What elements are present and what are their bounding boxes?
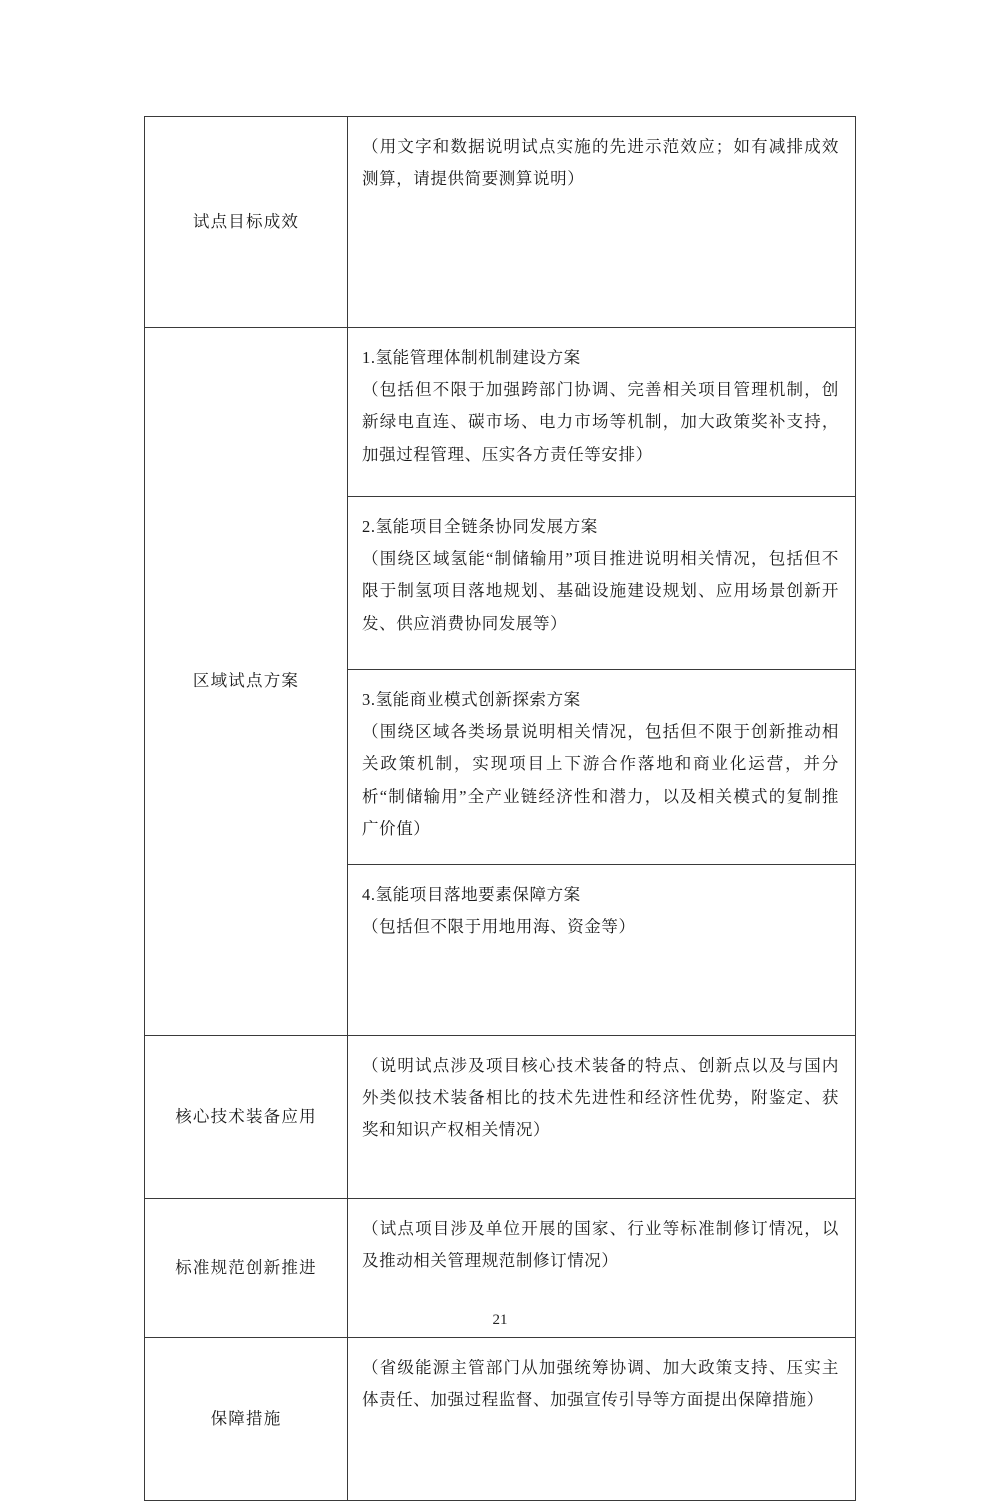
row-content-cell [348, 1036, 856, 1199]
row-label-text: 核心技术装备应用 [175, 1106, 317, 1126]
paragraph-heading: 4.氢能项目落地要素保障方案 [362, 885, 581, 904]
row-label-text: 试点目标成效 [192, 211, 300, 231]
row-content-cell [348, 865, 856, 1036]
row-label-cell [145, 1338, 348, 1501]
row-label-cell [145, 1036, 348, 1199]
paragraph-heading: 2.氢能项目全链条协同发展方案 [362, 517, 598, 536]
paragraph: （说明试点涉及项目核心技术装备的特点、创新点以及与国内外类似技术装备相比的技术先进性和经济性优势，附鉴定、获奖和知识产权相关情况） [362, 1056, 839, 1140]
paragraph-heading: 1.氢能管理体制机制建设方案 [362, 348, 581, 367]
paragraph: （省级能源主管部门从加强统筹协调、加大政策支持、压实主体责任、加强过程监督、加强宣传引导等方面提出保障措施） [362, 1358, 839, 1410]
paragraph: （围绕区域各类场景说明相关情况，包括但不限于创新推动相关政策机制，实现项目上下游合作落地和商业化运营，并分析“制储输用”全产业链经济性和潜力，以及相关模式的复制推广价值） [362, 722, 839, 838]
paragraph: （试点项目涉及单位开展的国家、行业等标准制修订情况，以及推动相关管理规范制修订情况） [362, 1219, 839, 1271]
paragraph: （包括但不限于加强跨部门协调、完善相关项目管理机制，创新绿电直连、碳市场、电力市场等机制，加大政策奖补支持，加强过程管理、压实各方责任等安排） [362, 380, 839, 464]
table-row [145, 117, 856, 328]
row-label-cell [145, 117, 348, 328]
row-content-cell [348, 328, 856, 497]
row-content-cell [348, 117, 856, 328]
table-row [145, 1036, 856, 1199]
paragraph: （用文字和数据说明试点实施的先进示范效应；如有减排成效测算，请提供简要测算说明） [362, 137, 839, 189]
row-label-text: 标准规范创新推进 [175, 1257, 317, 1277]
row-content-cell [348, 497, 856, 670]
row-content-cell [348, 670, 856, 865]
table-row [145, 328, 856, 497]
paragraph-heading: 3.氢能商业模式创新探索方案 [362, 690, 581, 709]
table-row [145, 1338, 856, 1501]
page-number: 21 [492, 1312, 508, 1328]
paragraph: （围绕区域氢能“制储输用”项目推进说明相关情况，包括但不限于制氢项目落地规划、基础设施建设规划、应用场景创新开发、供应消费协同发展等） [362, 549, 839, 633]
row-label-cell [145, 328, 348, 1036]
paragraph: （包括但不限于用地用海、资金等） [362, 917, 636, 937]
row-content-cell [348, 1338, 856, 1501]
row-label-text: 区域试点方案 [192, 671, 300, 691]
application-form-table [144, 116, 856, 1501]
row-label-text: 保障措施 [210, 1408, 282, 1428]
